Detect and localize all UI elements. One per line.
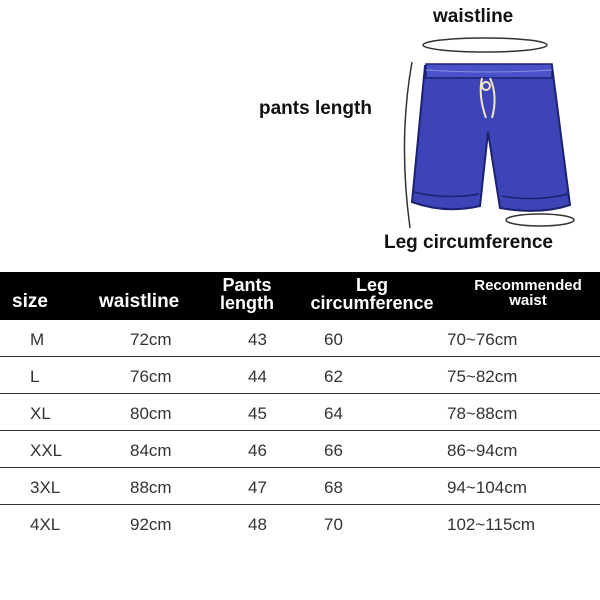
cell-size: 4XL bbox=[30, 515, 61, 534]
table-header bbox=[0, 272, 600, 320]
cell-leg: 70 bbox=[324, 515, 343, 534]
pants-length-bracket bbox=[404, 62, 412, 228]
cell-leg: 64 bbox=[324, 404, 343, 423]
table-row bbox=[0, 505, 600, 541]
cell-size: 3XL bbox=[30, 478, 61, 497]
cell-waistline: 76cm bbox=[130, 367, 172, 386]
cell-recommended: 102~115cm bbox=[447, 515, 536, 534]
cell-leg: 66 bbox=[324, 441, 343, 460]
shorts-illustration bbox=[0, 0, 600, 270]
table-row bbox=[0, 320, 600, 357]
leg-circumference-ellipse bbox=[506, 214, 574, 226]
header-waistline: waistline bbox=[99, 291, 180, 312]
cell-pants-length: 43 bbox=[248, 330, 267, 349]
cell-pants-length: 44 bbox=[248, 367, 267, 386]
cell-waistline: 88cm bbox=[130, 478, 172, 497]
table-row bbox=[0, 431, 600, 468]
cell-size: M bbox=[30, 330, 45, 349]
cell-waistline: 72cm bbox=[130, 330, 172, 349]
size-chart-table bbox=[0, 272, 600, 541]
table-row bbox=[0, 468, 600, 505]
waistline-label: waistline bbox=[433, 6, 514, 27]
cell-leg: 62 bbox=[324, 367, 343, 386]
cell-pants-length: 45 bbox=[248, 404, 267, 423]
header-size: size bbox=[12, 291, 48, 312]
cell-leg: 68 bbox=[324, 478, 343, 497]
cell-recommended: 78~88cm bbox=[447, 404, 518, 423]
cell-waistline: 92cm bbox=[130, 515, 172, 534]
waistline-ellipse bbox=[423, 38, 547, 52]
pants-length-label: pants length bbox=[259, 98, 372, 119]
cell-size: XL bbox=[30, 404, 51, 423]
leg-circumference-label: Leg circumference bbox=[384, 232, 553, 253]
cell-pants-length: 48 bbox=[248, 515, 267, 534]
cell-pants-length: 46 bbox=[248, 441, 267, 460]
cell-recommended: 70~76cm bbox=[447, 330, 518, 349]
cell-waistline: 80cm bbox=[130, 404, 172, 423]
header-recommended-waist: Recommended waist bbox=[474, 277, 582, 309]
cell-recommended: 75~82cm bbox=[447, 367, 518, 386]
shorts-icon bbox=[412, 64, 570, 211]
header-pants-length: Pants length bbox=[220, 275, 274, 313]
cell-recommended: 94~104cm bbox=[447, 478, 527, 497]
cell-waistline: 84cm bbox=[130, 441, 172, 460]
cell-size: L bbox=[30, 367, 40, 386]
cell-recommended: 86~94cm bbox=[447, 441, 518, 460]
table-row bbox=[0, 357, 600, 394]
cell-leg: 60 bbox=[324, 330, 343, 349]
header-leg-circumference: Leg circumference bbox=[310, 275, 434, 313]
table-row bbox=[0, 394, 600, 431]
cell-pants-length: 47 bbox=[248, 478, 267, 497]
cell-size: XXL bbox=[30, 441, 63, 460]
